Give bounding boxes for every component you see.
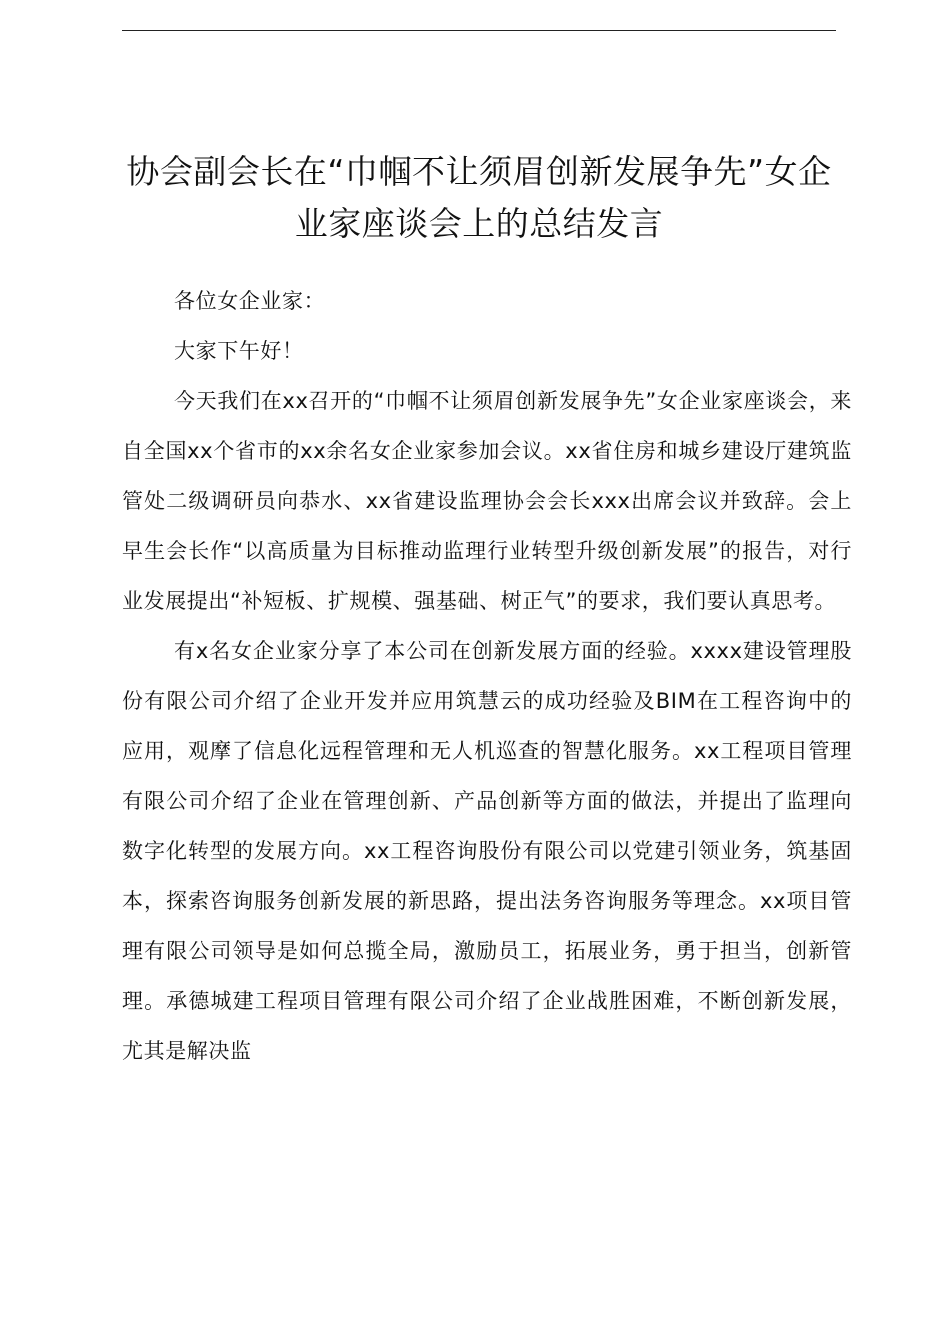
document-body <box>122 276 852 1076</box>
greeting: 大家下午好！ <box>174 339 304 363</box>
body-paragraph: 有x名女企业家分享了本公司在创新发展方面的经验。xxxx建设管理股份有限公司介绍了企业开发并应用筑慧云的成功经验及BIM在工程咨询中的应用，观摩了信息化远程管理和无人机巡查的智慧化服务。xx工程项目管理有限公司介绍了企业在管理创新、产品创新等方面的做法，并提出了监理向数字化转型的发展方向。xx工程咨询股份有限公司以党建引领业务，筑基固本，探索咨询服务创新发展的新思路，提出法务咨询服务等理念。xx项目管理有限公司领导是如何总揽全局，激励员工，拓展业务，勇于担当，创新管理。承德城建工程项目管理有限公司介绍了企业战胜困难，不断创新发展，尤其是解决监 <box>122 639 852 1063</box>
document-title: 协会副会长在“巾帼不让须眉创新发展争先”女企业家座谈会上的总结发言 <box>126 152 832 243</box>
body-paragraph: 今天我们在xx召开的“巾帼不让须眉创新发展争先”女企业家座谈会，来自全国xx个省市的xx余名女企业家参加会议。xx省住房和城乡建设厅建筑监管处二级调研员向恭水、xx省建设监理协会会长xxx出席会议并致辞。会上早生会长作“以高质量为目标推动监理行业转型升级创新发展”的报告，对行业发展提出“补短板、扩规模、强基础、树正气”的要求，我们要认真思考。 <box>122 389 852 613</box>
header-rule <box>122 30 836 31</box>
salutation: 各位女企业家： <box>174 289 326 313</box>
